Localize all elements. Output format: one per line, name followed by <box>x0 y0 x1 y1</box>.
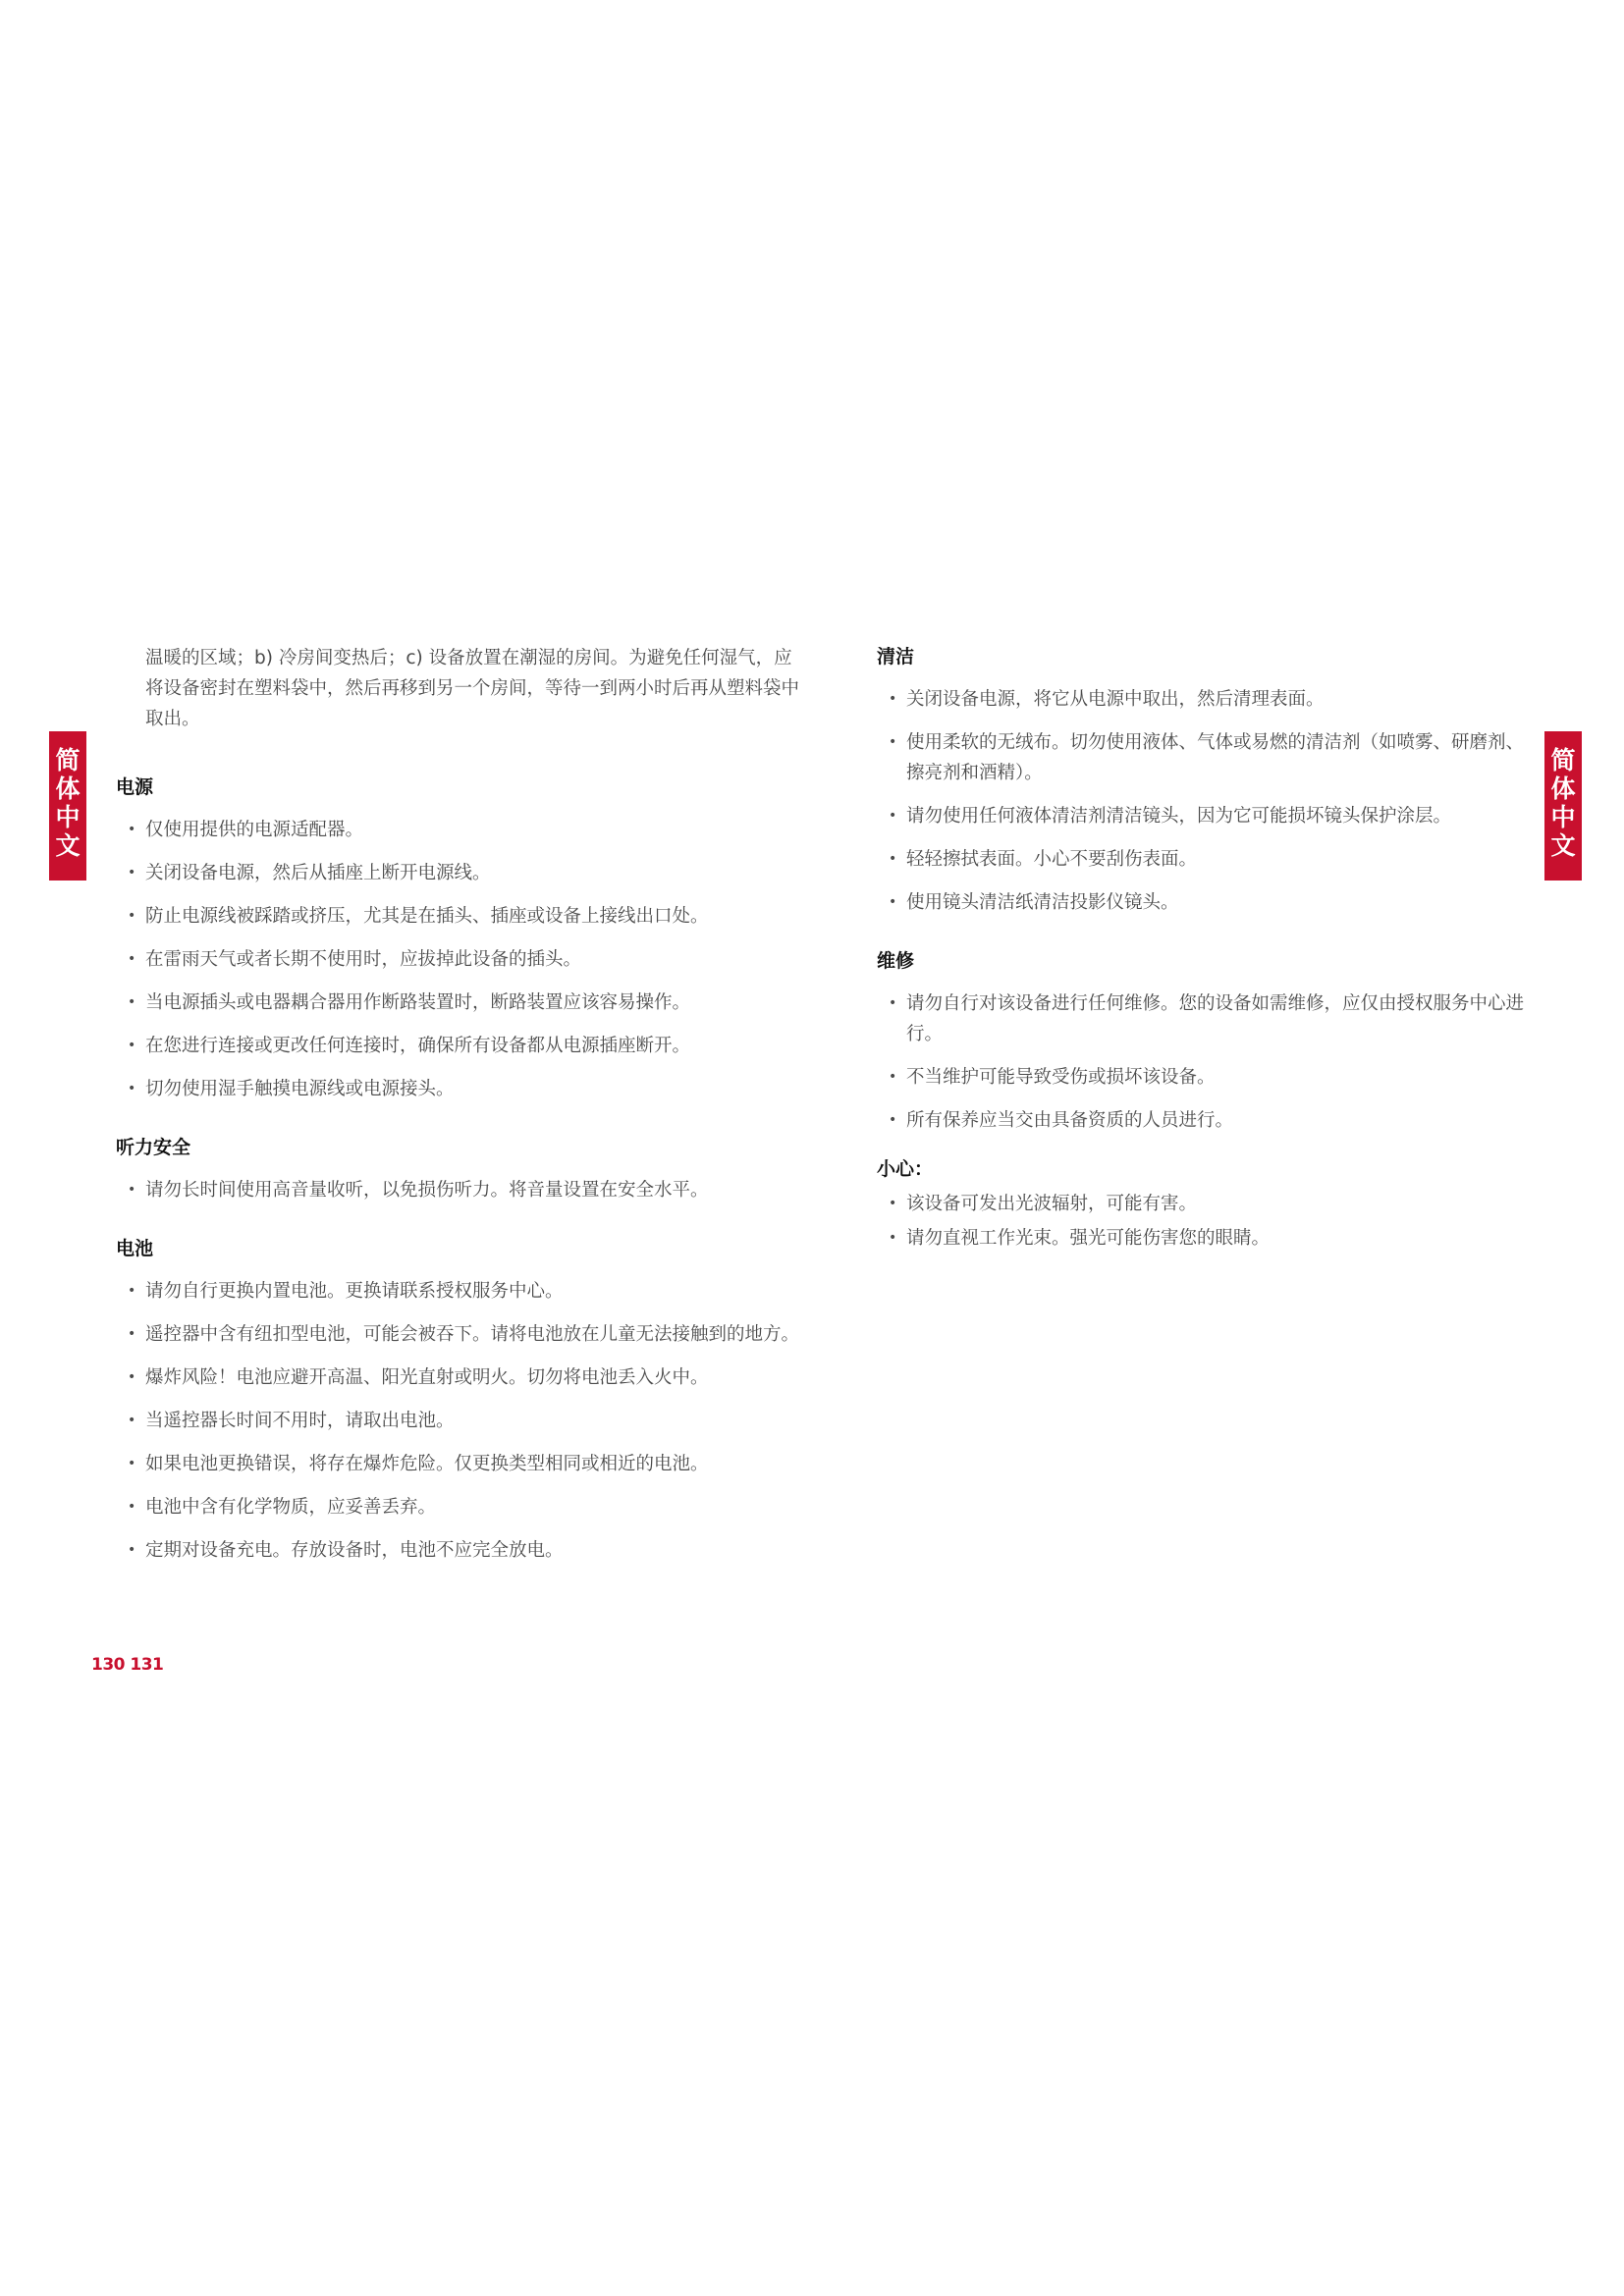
caution-section <box>877 1155 1525 1254</box>
cleaning-heading: 清洁 <box>877 646 915 667</box>
power-heading: 电源 <box>116 776 154 798</box>
list-item: • 使用镜头清洁纸清洁投影仪镜头。 <box>877 887 1525 918</box>
caution-heading: 小心： <box>877 1158 934 1180</box>
list-item: • 在雷雨天气或者长期不使用时，应拔掉此设备的插头。 <box>116 944 803 975</box>
language-tab-char: 中 <box>55 803 81 831</box>
battery-list <box>116 1276 803 1566</box>
list-item: • 使用柔软的无绒布。切勿使用液体、气体或易燃的清洁剂（如喷雾、研磨剂、擦亮剂和酒精）。 <box>877 727 1525 788</box>
hearing-heading: 听力安全 <box>116 1137 191 1158</box>
cleaning-list <box>877 684 1525 918</box>
list-item: • 当遥控器长时间不用时，请取出电池。 <box>116 1406 803 1436</box>
list-item: • 爆炸风险！电池应避开高温、阳光直射或明火。切勿将电池丢入火中。 <box>116 1362 803 1393</box>
language-tab-char: 简 <box>55 746 81 774</box>
language-tab-char: 体 <box>1550 774 1576 803</box>
battery-section <box>116 1235 803 1566</box>
language-tab-right <box>1544 731 1582 881</box>
list-item: • 请勿自行对该设备进行任何维修。您的设备如需维修，应仅由授权服务中心进行。 <box>877 988 1525 1049</box>
list-item: • 关闭设备电源，将它从电源中取出，然后清理表面。 <box>877 684 1525 715</box>
battery-heading: 电池 <box>116 1238 154 1259</box>
right-page-column <box>877 643 1525 1283</box>
hearing-list <box>116 1175 803 1205</box>
language-tab-char: 文 <box>55 831 81 860</box>
list-item: • 仅使用提供的电源适配器。 <box>116 815 803 845</box>
list-item: • 请勿自行更换内置电池。更换请联系授权服务中心。 <box>116 1276 803 1307</box>
list-item: • 在您进行连接或更改任何连接时，确保所有设备都从电源插座断开。 <box>116 1031 803 1061</box>
list-item: • 切勿使用湿手触摸电源线或电源接头。 <box>116 1074 803 1104</box>
list-item: • 定期对设备充电。存放设备时，电池不应完全放电。 <box>116 1535 803 1566</box>
language-tab-char: 简 <box>1550 746 1576 774</box>
language-tab-char: 中 <box>1550 803 1576 831</box>
intro-paragraph: 温暖的区域；b) 冷房间变热后；c) 设备放置在潮湿的房间。为避免任何湿气，应将设备密封在塑料袋中，然后再移到另一个房间，等待一到两小时后再从塑料袋中取出。 <box>145 648 800 729</box>
list-item: • 关闭设备电源，然后从插座上断开电源线。 <box>116 858 803 888</box>
list-item: • 电池中含有化学物质，应妥善丢弃。 <box>116 1492 803 1522</box>
list-item: • 请勿长时间使用高音量收听，以免损伤听力。将音量设置在安全水平。 <box>116 1175 803 1205</box>
hearing-section <box>116 1134 803 1205</box>
power-list <box>116 815 803 1104</box>
power-section <box>116 774 803 1104</box>
list-item: • 请勿直视工作光束。强光可能伤害您的眼睛。 <box>877 1223 1525 1254</box>
language-tab-left <box>49 731 86 881</box>
repair-heading: 维修 <box>877 950 915 972</box>
list-item: • 轻轻擦拭表面。小心不要刮伤表面。 <box>877 844 1525 875</box>
repair-list <box>877 988 1525 1136</box>
list-item: • 遥控器中含有纽扣型电池，可能会被吞下。请将电池放在儿童无法接触到的地方。 <box>116 1319 803 1350</box>
language-tab-char: 文 <box>1550 831 1576 860</box>
list-item: • 该设备可发出光波辐射，可能有害。 <box>877 1189 1525 1219</box>
list-item: • 当电源插头或电器耦合器用作断路装置时，断路装置应该容易操作。 <box>116 988 803 1018</box>
repair-section <box>877 947 1525 1136</box>
list-item: • 如果电池更换错误，将存在爆炸危险。仅更换类型相同或相近的电池。 <box>116 1449 803 1479</box>
list-item: • 防止电源线被踩踏或挤压，尤其是在插头、插座或设备上接线出口处。 <box>116 901 803 932</box>
language-tab-char: 体 <box>55 774 81 803</box>
left-page-column <box>116 643 803 1595</box>
list-item: • 不当维护可能导致受伤或损坏该设备。 <box>877 1062 1525 1093</box>
cleaning-section <box>877 643 1525 918</box>
list-item: • 请勿使用任何液体清洁剂清洁镜头，因为它可能损坏镜头保护涂层。 <box>877 801 1525 831</box>
caution-list <box>877 1189 1525 1254</box>
page-number: 130 131 <box>91 1655 164 1675</box>
list-item: • 所有保养应当交由具备资质的人员进行。 <box>877 1105 1525 1136</box>
